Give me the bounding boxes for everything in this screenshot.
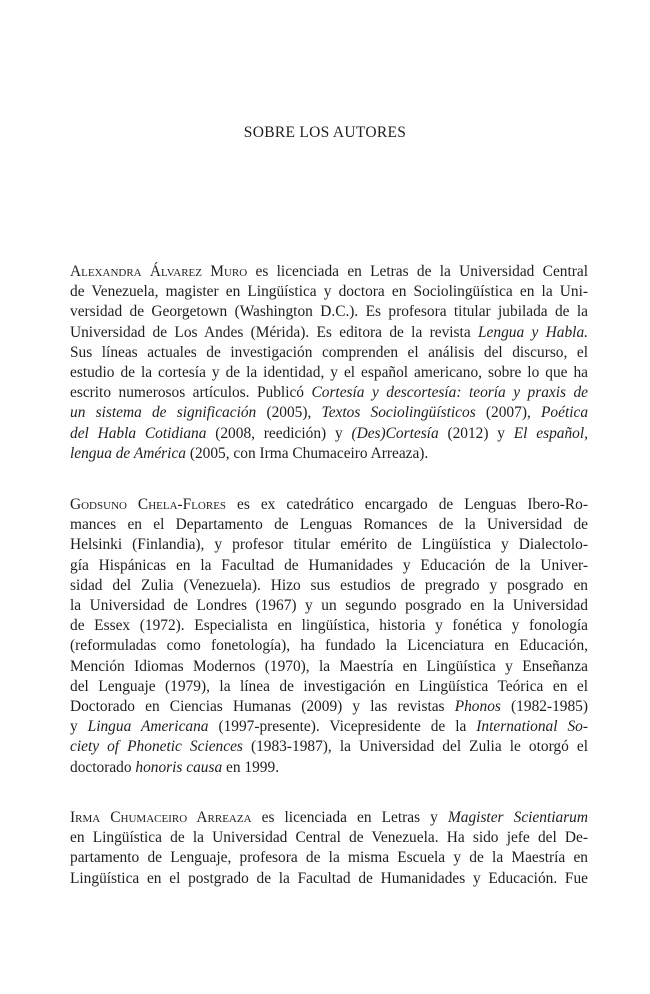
bio-line bbox=[70, 495, 588, 515]
bio-text: gía Hispánicas en la Facultad de Humanidades y Educación de la Univer- bbox=[70, 556, 588, 574]
bio-line bbox=[70, 828, 588, 848]
bio-text: es licenciada en Letras de la Universidad Central bbox=[255, 263, 588, 280]
bio-line bbox=[70, 424, 588, 444]
bio-line bbox=[70, 808, 588, 828]
italic-title-text: Textos Sociolingüísticos bbox=[321, 404, 476, 422]
bio-text: es licenciada en Letras y bbox=[261, 809, 448, 826]
bio-text: y bbox=[70, 718, 88, 736]
italic-title-text: Poética bbox=[541, 404, 589, 422]
bio-text: (1982-1985) bbox=[500, 698, 588, 716]
bio-text: (2007), bbox=[475, 404, 542, 422]
bio-text: partamento de Lenguaje, profesora de la misma Escuela y de la Maestría en bbox=[70, 849, 588, 867]
bio-text: estudio de la cortesía y de la identidad, y el español americano, sobre lo que ha bbox=[70, 364, 588, 382]
bio-line bbox=[70, 636, 588, 656]
author-name: Alexandra Álvarez Muro bbox=[70, 263, 248, 280]
bio-text: (2012) y bbox=[438, 424, 514, 442]
italic-title-text: Cortesía y descortesía: teoría y praxis de bbox=[311, 384, 588, 402]
bio-text: Helsinki (Finlandia), y profesor titular emérito de Lingüística y Dialectolo- bbox=[70, 536, 588, 554]
author-name: Irma Chumaceiro Arreaza bbox=[70, 809, 252, 826]
author-bio-chumaceiro-arreaza bbox=[70, 808, 588, 889]
italic-title-text: International So- bbox=[476, 718, 588, 736]
bio-text: (2005, con Irma Chumaceiro Arreaza). bbox=[185, 444, 429, 462]
bio-line bbox=[70, 383, 588, 403]
author-name: Godsuno Chela-Flores bbox=[70, 496, 227, 513]
bio-line bbox=[70, 515, 588, 535]
bio-line bbox=[70, 657, 588, 677]
bio-text: de Venezuela, magister en Lingüística y doctora en Sociolingüística en la Uni- bbox=[70, 283, 588, 301]
bio-line bbox=[70, 848, 588, 868]
bio-line bbox=[70, 363, 588, 383]
bio-text: en 1999. bbox=[222, 758, 280, 776]
bio-text: es ex catedrático encargado de Lenguas Ibero-Ro- bbox=[237, 496, 589, 513]
page-heading: SOBRE LOS AUTORES bbox=[243, 124, 407, 141]
bio-text: Mención Idiomas Modernos (1970), la Maestría en Lingüística y Enseñanza bbox=[70, 657, 588, 675]
bio-line bbox=[70, 282, 588, 302]
bio-text: (2005), bbox=[256, 404, 322, 422]
italic-title-text: El español, bbox=[513, 424, 588, 442]
bio-text: mances en el Departamento de Lenguas Romances de la Universidad de bbox=[70, 516, 588, 534]
bio-text: en Lingüística de la Universidad Central de Venezuela. Ha sido jefe del De- bbox=[70, 829, 588, 847]
bio-text: (2008, reedición) y bbox=[206, 424, 352, 442]
bio-text: versidad de Georgetown (Washington D.C.). Es profesora titular jubilada de la bbox=[70, 303, 588, 321]
bio-line bbox=[70, 403, 588, 423]
italic-title-text: (Des)Cortesía bbox=[351, 424, 439, 442]
bio-text: Sus líneas actuales de investigación comprenden el análisis del discurso, el bbox=[70, 343, 588, 361]
bio-text: Lingüística en el postgrado de la Facultad de Humanidades y Educación. Fue bbox=[70, 869, 588, 887]
bio-text: Universidad de Los Andes (Mérida). Es editora de la revista bbox=[70, 323, 478, 341]
bio-line bbox=[70, 302, 588, 322]
bio-text: (1997-presente). Vicepresidente de la bbox=[208, 718, 477, 736]
bio-line bbox=[70, 323, 588, 343]
bio-line bbox=[70, 737, 588, 757]
bio-text: sidad del Zulia (Venezuela). Hizo sus estudios de pregrado y posgrado en bbox=[70, 576, 588, 594]
bio-line bbox=[70, 717, 588, 737]
bio-text: (1983-1987), la Universidad del Zulia le otorgó el bbox=[242, 738, 588, 756]
bio-text: (reformuladas como fonetología), ha fundado la Licenciatura en Educación, bbox=[70, 637, 588, 655]
bio-text: de Essex (1972). Especialista en lingüística, historia y fonética y fonología bbox=[70, 617, 588, 635]
italic-title-text: Lingua Americana bbox=[87, 718, 209, 736]
bio-line bbox=[70, 343, 588, 363]
italic-title-text: lengua de América bbox=[70, 444, 186, 462]
bio-text: la Universidad de Londres (1967) y un segundo posgrado en la Universidad bbox=[70, 597, 588, 615]
bio-line bbox=[70, 869, 588, 889]
italic-title-text: honoris causa bbox=[135, 758, 223, 776]
author-bio-alvarez-muro bbox=[70, 262, 588, 464]
italic-title-text: ciety of Phonetic Sciences bbox=[70, 738, 243, 756]
bio-line bbox=[70, 697, 588, 717]
bio-text: escrito numerosos artículos. Publicó bbox=[70, 384, 312, 402]
bio-text: Doctorado en Ciencias Humanas (2009) y las revistas bbox=[70, 698, 455, 716]
bio-line bbox=[70, 262, 588, 282]
italic-title-text: Magister Scientiarum bbox=[447, 809, 588, 826]
bio-line bbox=[70, 444, 588, 464]
bio-line bbox=[70, 556, 588, 576]
bio-line bbox=[70, 677, 588, 697]
italic-title-text: Phonos bbox=[454, 698, 501, 716]
bio-text: doctorado bbox=[70, 758, 136, 776]
bio-line bbox=[70, 596, 588, 616]
italic-title-text: del Habla Cotidiana bbox=[70, 424, 207, 442]
bio-text: del Lenguaje (1979), la línea de investigación en Lingüística Teórica en el bbox=[70, 677, 588, 695]
bio-line bbox=[70, 758, 588, 778]
italic-title-text: Lengua y Habla. bbox=[477, 323, 588, 341]
bio-line bbox=[70, 576, 588, 596]
bio-line bbox=[70, 535, 588, 555]
author-bio-chela-flores bbox=[70, 495, 588, 778]
italic-title-text: un sistema de significación bbox=[70, 404, 257, 422]
bio-line bbox=[70, 616, 588, 636]
